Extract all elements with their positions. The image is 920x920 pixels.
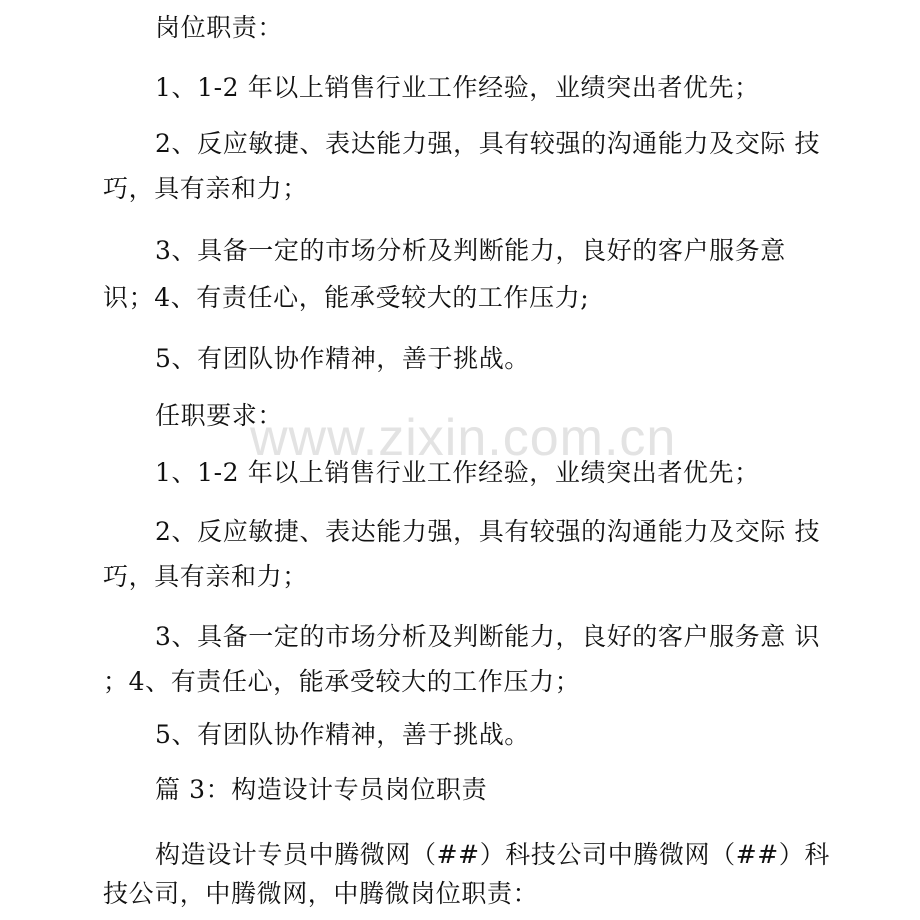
requirement-line-2: 2、反应敏捷、表达能力强，具有较强的沟通能力及交际 技 xyxy=(155,517,821,546)
chapter-intro-line-1: 构造设计专员中腾微网（##）科技公司中腾微网（##）科 xyxy=(155,840,830,869)
chapter-intro-line-2: 技公司，中腾微网，中腾微岗位职责： xyxy=(103,879,539,908)
requirement-line-2-cont: 巧，具有亲和力； xyxy=(103,562,308,591)
duties-heading: 岗位职责： xyxy=(155,13,284,42)
duty-line-3: 3、具备一定的市场分析及判断能力，良好的客户服务意 xyxy=(155,236,786,265)
requirements-heading: 任职要求： xyxy=(155,401,284,430)
duty-line-2: 2、反应敏捷、表达能力强，具有较强的沟通能力及交际 技 xyxy=(155,129,821,158)
duty-line-1: 1、1-2 年以上销售行业工作经验，业绩突出者优先； xyxy=(155,73,760,102)
duty-line-2-cont: 巧，具有亲和力； xyxy=(103,174,308,203)
duty-line-3-cont: 识；4、有责任心，能承受较大的工作压力; xyxy=(103,283,590,312)
duty-line-5: 5、有团队协作精神，善于挑战。 xyxy=(155,344,530,373)
requirement-line-3: 3、具备一定的市场分析及判断能力，良好的客户服务意 识 xyxy=(155,622,821,651)
requirement-line-5: 5、有团队协作精神，善于挑战。 xyxy=(155,720,530,749)
watermark: www.zixin.com.cn xyxy=(250,409,677,467)
chapter-heading: 篇 3：构造设计专员岗位职责 xyxy=(155,775,488,804)
requirement-line-1: 1、1-2 年以上销售行业工作经验，业绩突出者优先； xyxy=(155,458,760,487)
requirement-line-3-cont: ；4、有责任心，能承受较大的工作压力； xyxy=(103,667,581,696)
